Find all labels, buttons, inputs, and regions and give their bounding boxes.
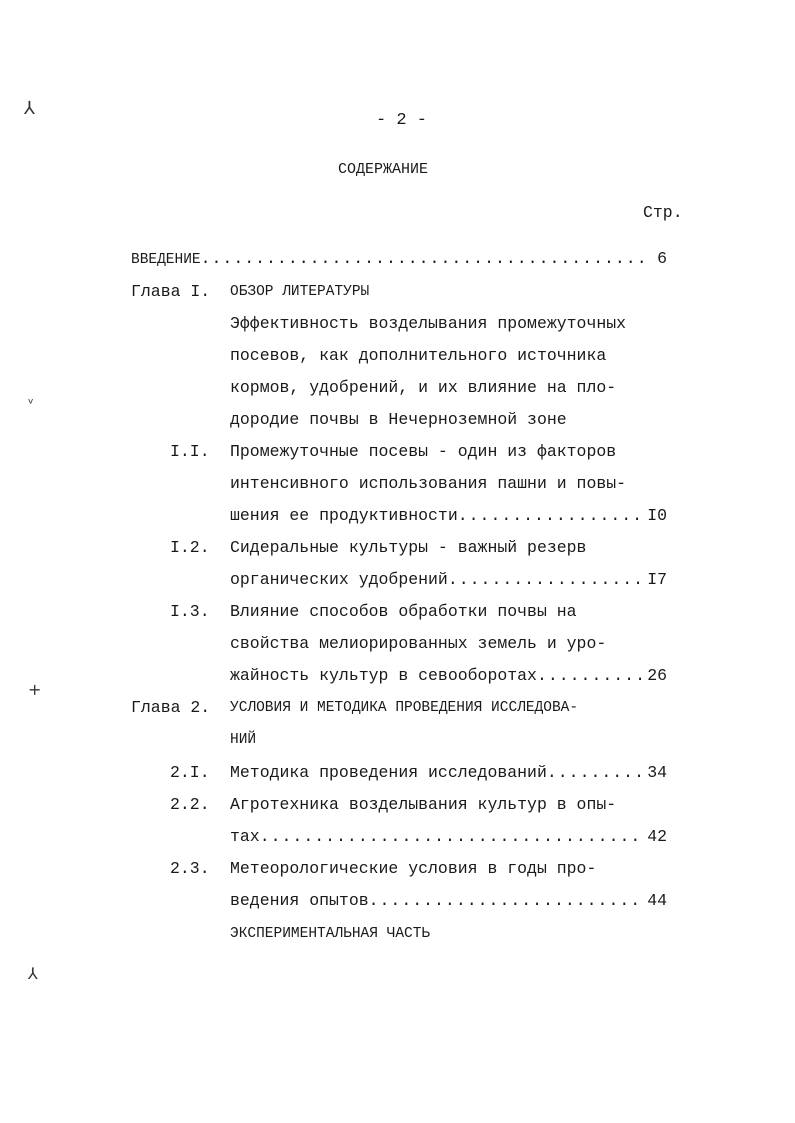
- section-number: 2.3.: [170, 859, 210, 878]
- chapter-title: ОБЗОР ЛИТЕРАТУРЫ: [230, 284, 370, 300]
- entry-page: 6: [657, 249, 667, 268]
- entry-page: 34: [647, 763, 667, 782]
- leader-dots: [369, 890, 642, 912]
- toc-entry-intro: [131, 248, 667, 271]
- section-line: шения ее продуктивности: [230, 506, 458, 525]
- section-line: жайность культур в севооборотах: [230, 666, 537, 685]
- section-line: Промежуточные посевы - один из факторов: [230, 442, 617, 461]
- entry-label: ВВЕДЕНИЕ: [131, 252, 201, 268]
- page-number: - 2 -: [376, 111, 428, 130]
- section-line: Сидеральные культуры - важный резерв: [230, 538, 587, 557]
- entry-page: 26: [647, 666, 667, 685]
- margin-mark: ᵛ: [28, 396, 34, 412]
- leader-dots: [547, 762, 641, 784]
- section-line: органических удобрений: [230, 570, 448, 589]
- entry-page: 44: [647, 891, 667, 910]
- entry-page: I0: [647, 506, 667, 525]
- toc-entry-2-1: [230, 762, 667, 784]
- section-line: свойства мелиорированных земель и уро-: [230, 634, 607, 653]
- toc-entry-2-2: [230, 826, 667, 848]
- chapter-subtitle-line: посевов, как дополнительного источника: [230, 346, 607, 365]
- section-line: ведения опытов: [230, 891, 369, 910]
- leader-dots: [201, 248, 651, 270]
- chapter-title: УСЛОВИЯ И МЕТОДИКА ПРОВЕДЕНИЯ ИССЛЕДОВА-: [230, 700, 579, 716]
- margin-mark: +: [28, 680, 42, 699]
- leader-dots: [448, 569, 641, 591]
- toc-title: СОДЕРЖАНИЕ: [338, 161, 429, 178]
- margin-mark: ⅄: [28, 964, 38, 983]
- section-number: I.3.: [170, 602, 210, 621]
- entry-page: I7: [647, 570, 667, 589]
- margin-mark: ⅄: [24, 98, 35, 119]
- section-line: Методика проведения исследований: [230, 763, 547, 782]
- section-line: Влияние способов обработки почвы на: [230, 602, 577, 621]
- page-column-label: Стр.: [643, 203, 683, 222]
- toc-entry-2-3: [230, 890, 667, 912]
- leader-dots: [537, 665, 641, 687]
- section-line: Агротехника возделывания культур в опы-: [230, 795, 617, 814]
- section-number: 2.2.: [170, 795, 210, 814]
- leader-dots: [458, 505, 641, 527]
- chapter-subtitle-line: дородие почвы в Нечерноземной зоне: [230, 410, 567, 429]
- chapter-number: Глава 2.: [131, 698, 211, 717]
- chapter-number: Глава I.: [131, 282, 211, 301]
- leader-dots: [260, 826, 641, 848]
- entry-page: 42: [647, 827, 667, 846]
- section-line: интенсивного использования пашни и повы-: [230, 474, 627, 493]
- toc-entry-1-3: [230, 665, 667, 687]
- chapter-title: НИЙ: [230, 732, 257, 748]
- chapter-subtitle-line: кормов, удобрений, и их влияние на пло-: [230, 378, 617, 397]
- section-number: I.I.: [170, 442, 210, 461]
- part-title: ЭКСПЕРИМЕНТАЛЬНАЯ ЧАСТЬ: [230, 926, 431, 942]
- chapter-subtitle-line: Эффективность возделывания промежуточных: [230, 314, 627, 333]
- toc-entry-1-1: [230, 505, 667, 527]
- section-line: Метеорологические условия в годы про-: [230, 859, 597, 878]
- toc-entry-1-2: [230, 569, 667, 591]
- section-line: тах: [230, 827, 260, 846]
- section-number: I.2.: [170, 538, 210, 557]
- section-number: 2.I.: [170, 763, 210, 782]
